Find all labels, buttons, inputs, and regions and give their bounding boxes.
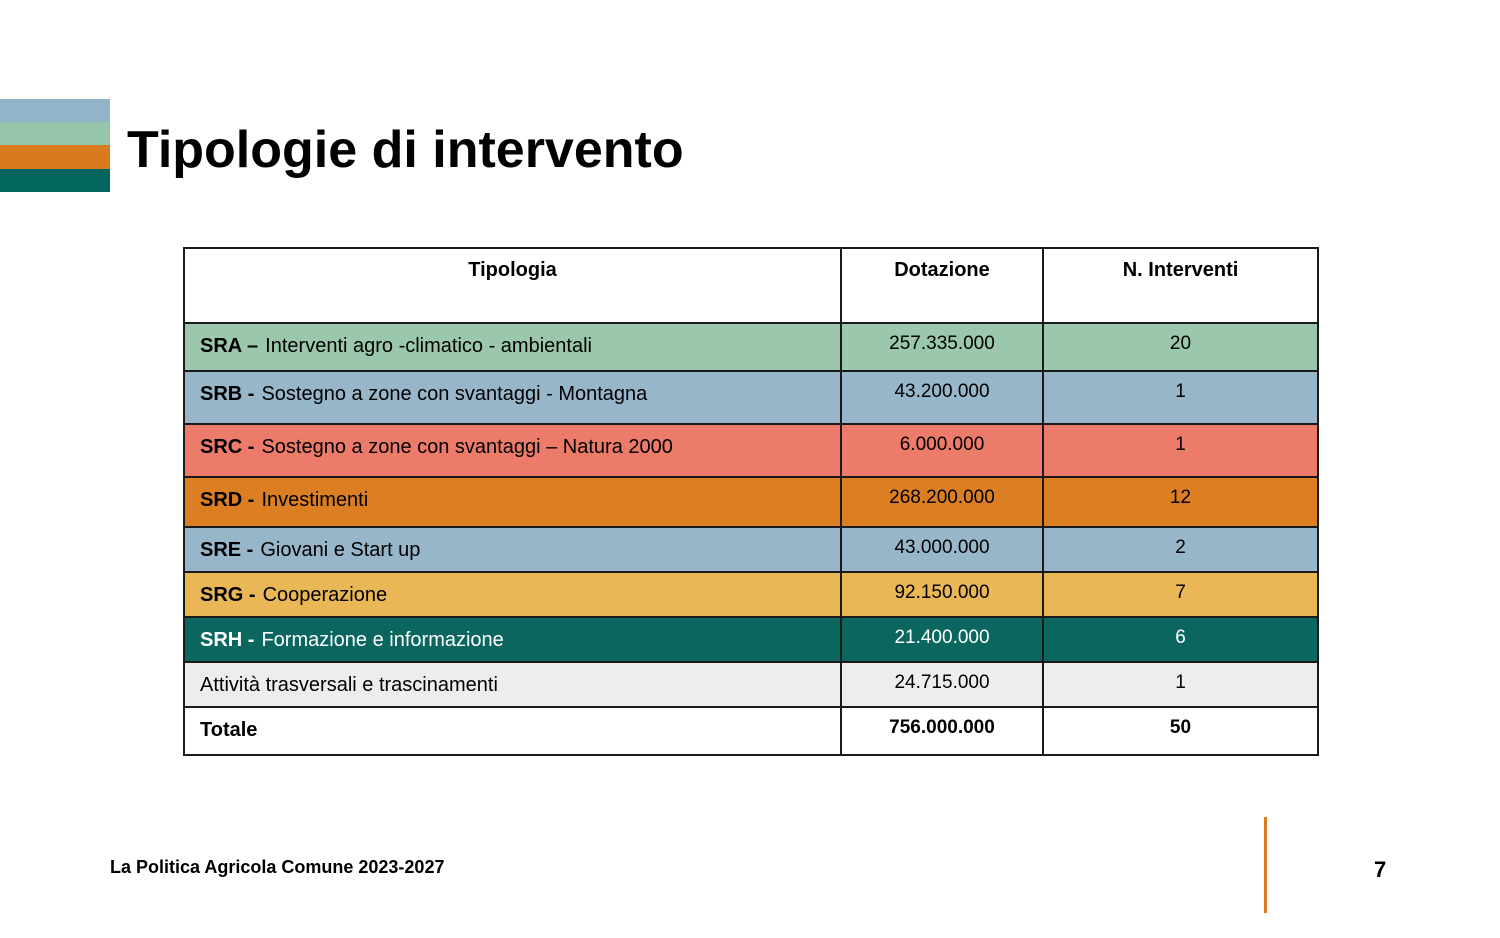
logo-stripe-orange <box>0 145 110 168</box>
table-row-sra <box>184 323 1318 371</box>
row-code: SRC - <box>200 436 255 458</box>
table-row-srd <box>184 477 1318 527</box>
tipologia-cell <box>184 617 841 662</box>
row-label: Formazione e informazione <box>261 629 504 651</box>
tipologia-cell <box>184 477 841 527</box>
logo-stripe-blue <box>0 99 110 122</box>
dotazione-cell: 21.400.000 <box>841 617 1043 662</box>
dotazione-cell: 6.000.000 <box>841 424 1043 477</box>
table-row-srb <box>184 371 1318 424</box>
tipologia-cell <box>184 323 841 371</box>
dotazione-cell: 257.335.000 <box>841 323 1043 371</box>
footer-text: La Politica Agricola Comune 2023-2027 <box>110 857 445 877</box>
tipologia-cell <box>184 371 841 424</box>
page-number: 7 <box>1374 857 1387 882</box>
n-interventi-cell: 20 <box>1043 323 1318 371</box>
n-interventi-cell: 1 <box>1043 371 1318 424</box>
footer-accent-line <box>1264 817 1267 913</box>
tipologia-cell <box>184 662 841 707</box>
n-interventi-cell: 50 <box>1043 707 1318 755</box>
column-header-dotazione: Dotazione <box>841 248 1043 323</box>
n-interventi-cell: 7 <box>1043 572 1318 617</box>
logo-stripe-green <box>0 122 110 145</box>
n-interventi-cell: 6 <box>1043 617 1318 662</box>
tipologia-cell <box>184 572 841 617</box>
column-header-n-interventi: N. Interventi <box>1043 248 1318 323</box>
row-label: Investimenti <box>261 489 369 511</box>
row-label: Sostegno a zone con svantaggi – Natura 2000 <box>261 436 673 458</box>
table-row-src <box>184 424 1318 477</box>
row-code: SRD - <box>200 489 255 511</box>
table-row-srg <box>184 572 1318 617</box>
table-row-trasversali <box>184 662 1318 707</box>
interventions-table <box>183 247 1319 756</box>
dotazione-cell: 43.000.000 <box>841 527 1043 572</box>
row-label: Totale <box>200 719 258 741</box>
table-row-totale <box>184 707 1318 755</box>
tipologia-cell <box>184 707 841 755</box>
slide-title: Tipologie di intervento <box>127 121 684 179</box>
column-header-tipologia: Tipologia <box>184 248 841 323</box>
row-code: SRB - <box>200 383 255 405</box>
table-header-row <box>184 248 1318 323</box>
dotazione-cell: 24.715.000 <box>841 662 1043 707</box>
table-row-srh <box>184 617 1318 662</box>
row-label: Giovani e Start up <box>260 539 421 561</box>
tipologia-cell <box>184 527 841 572</box>
dotazione-cell: 268.200.000 <box>841 477 1043 527</box>
row-code: SRA – <box>200 335 259 357</box>
n-interventi-cell: 12 <box>1043 477 1318 527</box>
table-row-sre <box>184 527 1318 572</box>
n-interventi-cell: 1 <box>1043 424 1318 477</box>
row-label: Sostegno a zone con svantaggi - Montagna <box>261 383 648 405</box>
row-label: Interventi agro -climatico - ambientali <box>265 335 592 357</box>
dotazione-cell: 92.150.000 <box>841 572 1043 617</box>
row-label: Attività trasversali e trascinamenti <box>200 674 498 696</box>
row-code: SRG - <box>200 584 256 606</box>
logo-stripe-teal <box>0 169 110 192</box>
dotazione-cell: 756.000.000 <box>841 707 1043 755</box>
logo-stripes <box>0 99 110 192</box>
tipologia-cell <box>184 424 841 477</box>
row-code: SRH - <box>200 629 255 651</box>
dotazione-cell: 43.200.000 <box>841 371 1043 424</box>
n-interventi-cell: 1 <box>1043 662 1318 707</box>
row-label: Cooperazione <box>262 584 388 606</box>
row-code: SRE - <box>200 539 254 561</box>
n-interventi-cell: 2 <box>1043 527 1318 572</box>
